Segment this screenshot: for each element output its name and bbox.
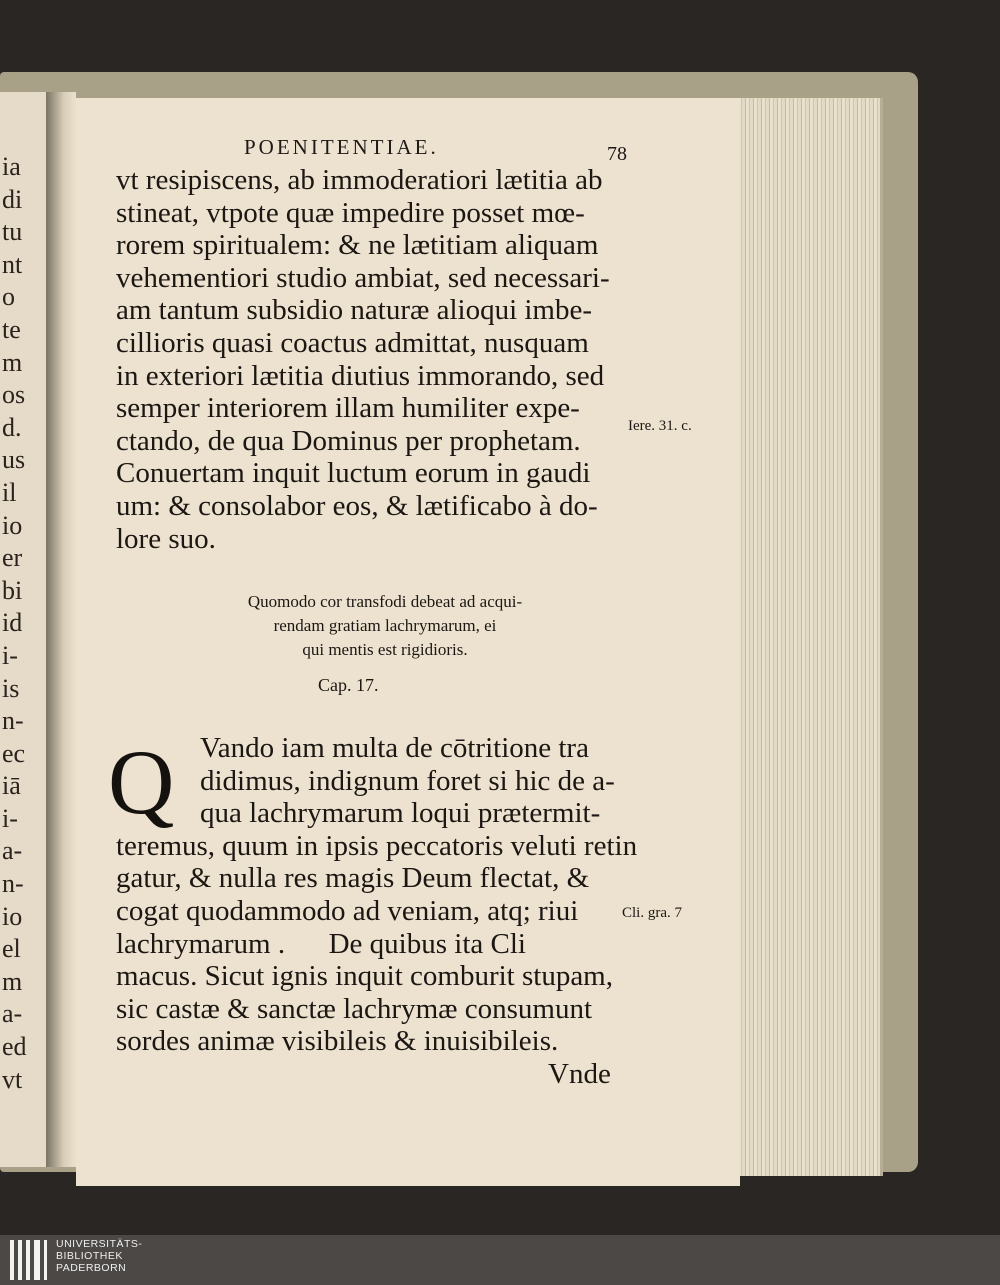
left-fragment: is: [2, 673, 20, 703]
left-fragment: n-: [2, 869, 24, 899]
library-name-line: PADERBORN: [56, 1262, 127, 1274]
text-line: macus. Sicut ignis inquit comburit stupam,: [116, 960, 613, 993]
margin-note: Iere. 31. c.: [628, 418, 692, 434]
text-line: lachrymarum . De quibus ita Cli: [116, 927, 526, 960]
left-fragment: m: [2, 347, 23, 377]
text-line: stineat, vtpote quæ impedire posset mœ-: [116, 196, 585, 229]
margin-note: Cli. gra. 7: [622, 905, 682, 921]
left-fragment: ed: [2, 1032, 27, 1062]
left-fragment: il: [2, 477, 17, 507]
left-fragment: a-: [2, 999, 23, 1029]
chapter-title-line: rendam gratiam lachrymarum, ei: [273, 616, 497, 635]
text-line: qua lachrymarum loqui prætermit-: [200, 797, 601, 830]
left-fragment: m: [2, 966, 23, 996]
left-fragment: di: [2, 184, 23, 214]
left-fragment: er: [2, 543, 23, 573]
catchword: Vnde: [548, 1058, 611, 1090]
left-fragment: n-: [2, 706, 24, 736]
text-line: semper interiorem illam humiliter expe-: [116, 392, 580, 425]
library-footer: [0, 1235, 1000, 1285]
left-fragment: o: [2, 282, 15, 312]
library-name: [56, 1238, 142, 1274]
left-fragment: nt: [2, 249, 23, 279]
text-line: vehementiori studio ambiat, sed necessari-: [116, 261, 610, 294]
left-fragment: vt: [2, 1064, 23, 1094]
text-line: Vando iam multa de cōtritione tra: [200, 732, 589, 764]
left-fragment: iā: [2, 771, 21, 801]
library-name-line: BIBLIOTHEK: [56, 1250, 123, 1262]
chapter-title-line: Quomodo cor transfodi debeat ad acqui-: [247, 592, 523, 611]
text-line: um: & consolabor eos, & lætificabo à do-: [116, 489, 598, 522]
text-line: vt resipiscens, ab immoderatiori lætitia ab: [116, 164, 603, 196]
text-line: am tantum subsidio naturæ alioqui imbe-: [116, 294, 593, 327]
left-fragment: ia: [2, 152, 21, 181]
drop-cap: Q: [108, 731, 175, 833]
left-fragment: tu: [2, 217, 23, 247]
page-edges: [738, 98, 883, 1176]
text-line: Conuertam inquit luctum eorum in gaudi: [116, 457, 591, 490]
left-fragment: te: [2, 314, 21, 344]
left-fragment: bi: [2, 575, 23, 605]
left-fragment: i-: [2, 803, 18, 833]
left-fragment: io: [2, 901, 23, 931]
chapter-title: [170, 590, 600, 662]
text-line: cillioris quasi coactus admittat, nusquam: [116, 326, 589, 359]
left-fragment: a-: [2, 836, 23, 866]
left-fragment: d.: [2, 412, 22, 442]
library-name-line: UNIVERSITÄTS-: [56, 1238, 143, 1250]
library-logo-icon: [10, 1240, 50, 1280]
text-line: cogat quodammodo ad veniam, atq; riui: [116, 894, 579, 927]
left-page: [0, 92, 48, 1167]
chapter-number: Cap. 17.: [318, 675, 379, 695]
text-line: ctando, de qua Dominus per prophetam.: [116, 424, 581, 457]
text-line: didimus, indignum foret si hic de a-: [200, 764, 615, 797]
left-fragment: os: [2, 380, 26, 410]
text-line: gatur, & nulla res magis Deum flectat, &: [116, 862, 590, 895]
left-fragment: i-: [2, 640, 18, 670]
book-gutter: [46, 92, 76, 1167]
left-fragment: us: [2, 445, 26, 475]
text-line: rorem spiritualem: & ne lætitiam aliquam: [116, 229, 599, 262]
text-line: sordes animæ visibileis & inuisibileis.: [116, 1025, 559, 1058]
running-head: POENITENTIAE.: [244, 135, 439, 159]
paragraph-1: [116, 164, 610, 555]
chapter-title-line: qui mentis est rigidioris.: [302, 640, 468, 659]
left-fragment: id: [2, 608, 23, 638]
text-line: lore suo.: [116, 522, 216, 555]
left-fragment: io: [2, 510, 23, 540]
text-line: sic castæ & sanctæ lachrymæ consumunt: [116, 992, 593, 1025]
paragraph-2: [116, 732, 637, 1058]
left-page-text: [2, 152, 46, 1097]
left-fragment: ec: [2, 738, 26, 768]
text-line: in exteriori lætitia diutius immorando, sed: [116, 359, 605, 392]
text-line: teremus, quum in ipsis peccatoris veluti retin: [116, 829, 638, 862]
left-fragment: el: [2, 934, 21, 964]
page-number: 78: [607, 143, 627, 165]
